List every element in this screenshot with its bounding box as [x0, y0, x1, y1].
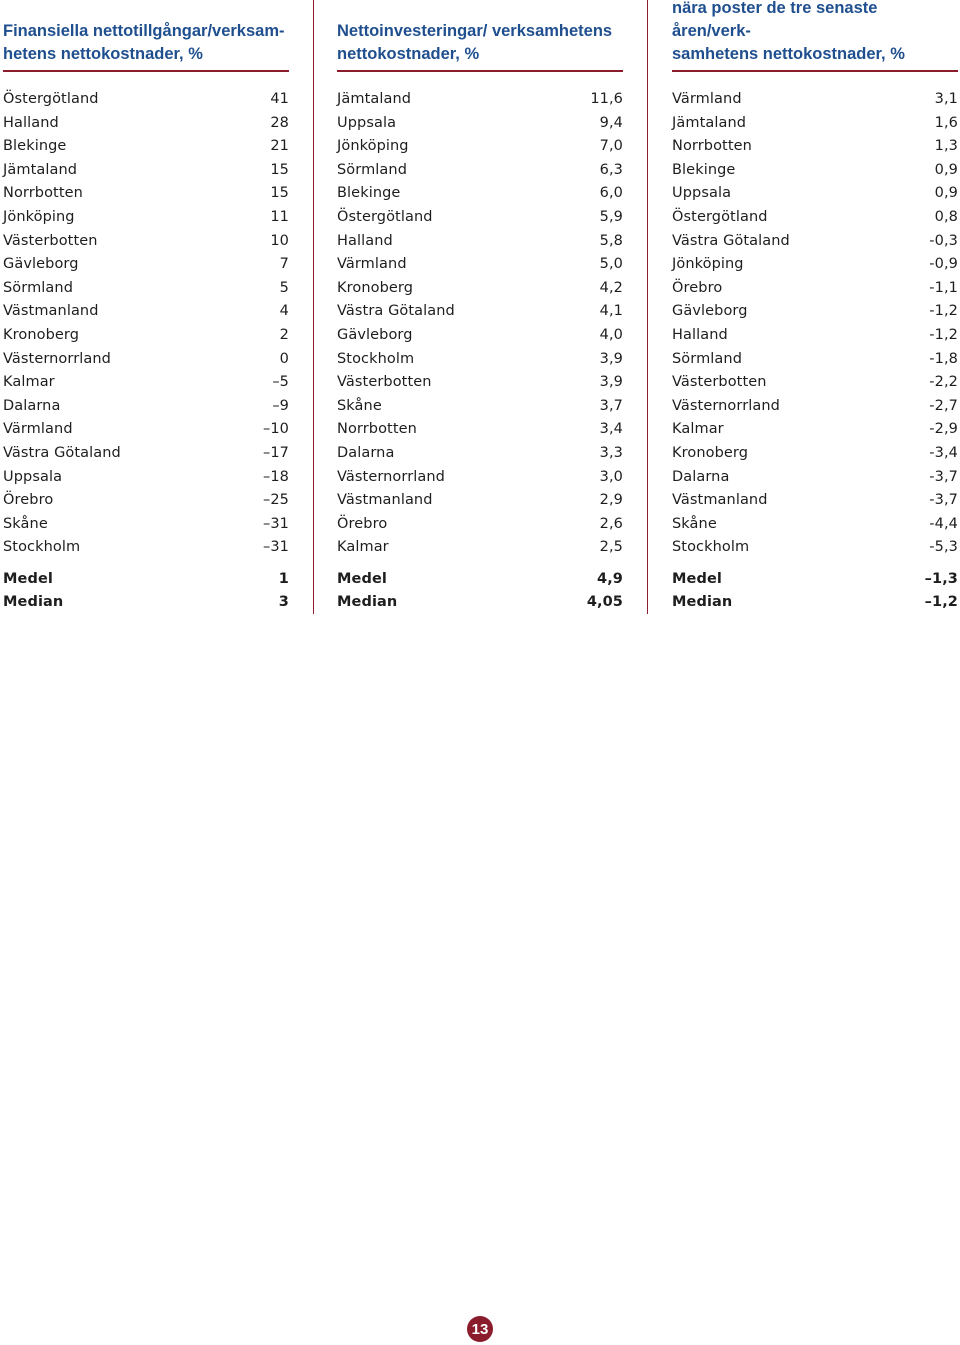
county-name: Gävleborg: [337, 326, 413, 343]
table-row: [672, 395, 958, 419]
county-name: Uppsala: [672, 185, 732, 202]
county-value: 5: [279, 279, 289, 296]
county-name: Kalmar: [672, 421, 724, 438]
table-row: [672, 489, 958, 513]
table-row: [337, 489, 623, 513]
county-value: 4,1: [599, 303, 623, 320]
table-row: [3, 466, 289, 490]
county-value: 0: [279, 350, 289, 367]
county-value: -1,2: [929, 326, 958, 343]
table-row: [337, 324, 623, 348]
county-name: Västernorrland: [337, 468, 445, 485]
county-name: Halland: [672, 326, 728, 343]
table-row: [3, 536, 289, 560]
table-row: [3, 159, 289, 183]
table-row: [3, 371, 289, 395]
county-name: Blekinge: [672, 161, 736, 178]
county-value: 2: [279, 326, 289, 343]
column-title-text: nära poster de tre senaste åren/verk- samhetens nettokostnader, %: [672, 0, 905, 63]
county-value: –5: [272, 374, 289, 391]
county-name: Östergötland: [3, 91, 99, 107]
county-value: -2,7: [929, 397, 958, 414]
county-value: -2,2: [929, 374, 958, 391]
table-row: [3, 418, 289, 442]
county-name: Kalmar: [337, 539, 389, 556]
county-value: –31: [262, 515, 289, 532]
county-name: Skåne: [337, 397, 382, 414]
table-row: [337, 135, 623, 159]
page-number-badge: 13: [467, 1316, 493, 1342]
table-column-net-investments: [337, 0, 623, 615]
county-name: Västmanland: [3, 303, 99, 320]
county-value: -1,2: [929, 303, 958, 320]
table-row: [3, 300, 289, 324]
data-rows: [3, 88, 289, 560]
county-name: Norrbotten: [337, 421, 417, 438]
county-name: Kalmar: [3, 374, 55, 391]
column-title-text: Finansiella nettotillgångar/verksam- hetens nettokostnader, %: [3, 22, 285, 63]
county-name: Kronoberg: [672, 444, 749, 461]
table-row: [3, 182, 289, 206]
table-row: [672, 513, 958, 537]
table-row: [672, 277, 958, 301]
county-name: Gävleborg: [672, 303, 748, 320]
county-name: Jönköping: [3, 208, 75, 225]
county-name: Sörmland: [337, 161, 408, 178]
table-row: [672, 230, 958, 254]
table-row: [337, 466, 623, 490]
table-row: [3, 324, 289, 348]
summary-value: 4,05: [586, 594, 623, 611]
county-value: 15: [270, 185, 289, 202]
table-row: [672, 159, 958, 183]
table-row: [3, 206, 289, 230]
county-value: 3,7: [599, 397, 623, 414]
summary-label: Medel: [672, 570, 722, 587]
county-name: Gävleborg: [3, 256, 79, 273]
table-row: [3, 253, 289, 277]
column-divider-1: [313, 0, 314, 614]
county-value: 0,9: [934, 161, 958, 178]
county-name: Jämtaland: [3, 161, 78, 178]
county-value: 4,0: [599, 326, 623, 343]
table-row: [672, 206, 958, 230]
table-row: [337, 300, 623, 324]
county-name: Värmland: [337, 256, 407, 273]
county-value: 3,9: [599, 350, 623, 367]
table-row: [337, 536, 623, 560]
table-row: [672, 536, 958, 560]
county-value: 7,0: [599, 138, 623, 155]
table-row: [337, 230, 623, 254]
county-name: Västmanland: [672, 492, 768, 509]
county-value: -2,9: [929, 421, 958, 438]
table-row: [3, 348, 289, 372]
summary-row: [3, 591, 289, 615]
table-row: [3, 442, 289, 466]
county-value: 28: [270, 114, 289, 131]
county-value: 4,2: [599, 279, 623, 296]
county-name: Jönköping: [337, 138, 409, 155]
county-value: 11: [270, 208, 289, 225]
county-value: 15: [270, 161, 289, 178]
table-row: [3, 135, 289, 159]
table-row: [337, 159, 623, 183]
county-name: Örebro: [672, 279, 723, 296]
table-row: [672, 418, 958, 442]
table-row: [3, 489, 289, 513]
summary-row: [337, 568, 623, 592]
county-name: Jönköping: [672, 256, 744, 273]
county-name: Skåne: [3, 515, 48, 532]
table-row: [672, 88, 958, 112]
county-value: 5,0: [599, 256, 623, 273]
county-value: 3,9: [599, 374, 623, 391]
table-row: [337, 112, 623, 136]
county-value: –10: [262, 421, 289, 438]
county-name: Kronoberg: [3, 326, 80, 343]
county-value: 4: [279, 303, 289, 320]
summary-value: 1: [278, 570, 289, 587]
data-rows: [337, 88, 623, 560]
summary-value: –1,3: [924, 570, 958, 587]
county-name: Blekinge: [337, 185, 401, 202]
county-name: Sörmland: [3, 279, 74, 296]
county-name: Västernorrland: [672, 397, 780, 414]
table-row: [337, 513, 623, 537]
county-name: Västra Götaland: [3, 444, 121, 461]
county-name: Stockholm: [672, 539, 750, 556]
table-row: [337, 418, 623, 442]
county-name: Blekinge: [3, 138, 67, 155]
table-row: [337, 371, 623, 395]
county-name: Halland: [337, 232, 393, 249]
county-name: Uppsala: [337, 114, 397, 131]
county-name: Värmland: [672, 91, 742, 107]
county-value: -1,8: [929, 350, 958, 367]
summary-label: Median: [672, 594, 733, 611]
county-value: 1,6: [934, 114, 958, 131]
table-row: [337, 348, 623, 372]
summary-label: Median: [3, 594, 64, 611]
county-name: Östergötland: [672, 208, 768, 225]
column-title-text: Nettoinvesteringar/ verksamhetens nettokostnader, %: [337, 22, 613, 63]
summary-value: –1,2: [924, 594, 958, 611]
table-row: [672, 135, 958, 159]
table-row: [337, 182, 623, 206]
county-value: -3,7: [929, 492, 958, 509]
county-name: Östergötland: [337, 208, 433, 225]
summary-label: Medel: [337, 570, 387, 587]
county-name: Jämtaland: [337, 91, 412, 107]
table-row: [337, 395, 623, 419]
county-name: Dalarna: [3, 397, 61, 414]
table-row: [672, 442, 958, 466]
table-row: [3, 395, 289, 419]
county-value: 2,6: [599, 515, 623, 532]
table-column-average-result: [672, 0, 958, 615]
table-row: [3, 230, 289, 254]
county-name: Jämtaland: [672, 114, 747, 131]
county-name: Västra Götaland: [672, 232, 790, 249]
summary-value: 4,9: [597, 570, 623, 587]
summary-row: [672, 568, 958, 592]
county-value: 10: [270, 232, 289, 249]
table-row: [672, 112, 958, 136]
county-name: Västmanland: [337, 492, 433, 509]
county-value: –17: [262, 444, 289, 461]
county-value: 3,4: [599, 421, 623, 438]
county-value: -1,1: [929, 279, 958, 296]
county-name: Västerbotten: [337, 374, 432, 391]
county-value: 7: [279, 256, 289, 273]
county-name: Västerbotten: [3, 232, 98, 249]
county-value: 2,5: [599, 539, 623, 556]
county-value: –18: [262, 468, 289, 485]
county-name: Västerbotten: [672, 374, 767, 391]
county-value: –25: [262, 492, 289, 509]
table-row: [337, 253, 623, 277]
table-row: [3, 88, 289, 112]
county-value: 6,0: [599, 185, 623, 202]
county-value: 0,8: [934, 208, 958, 225]
county-value: 5,9: [599, 208, 623, 225]
county-name: Kronoberg: [337, 279, 414, 296]
table-row: [672, 348, 958, 372]
table-row: [337, 442, 623, 466]
summary-rows: [337, 568, 623, 615]
county-name: Dalarna: [672, 468, 730, 485]
table-row: [672, 182, 958, 206]
column-title: [3, 0, 289, 72]
data-rows: [672, 88, 958, 560]
county-name: Norrbotten: [672, 138, 752, 155]
county-name: Sörmland: [672, 350, 743, 367]
county-value: 3,1: [934, 91, 958, 107]
county-value: 2,9: [599, 492, 623, 509]
table-row: [3, 513, 289, 537]
county-value: -3,4: [929, 444, 958, 461]
table-row: [672, 300, 958, 324]
county-value: 1,3: [934, 138, 958, 155]
summary-row: [337, 591, 623, 615]
summary-rows: [3, 568, 289, 615]
summary-value: 3: [278, 594, 289, 611]
county-name: Stockholm: [337, 350, 415, 367]
county-name: Västernorrland: [3, 350, 111, 367]
county-name: Värmland: [3, 421, 73, 438]
county-value: –31: [262, 539, 289, 556]
table-row: [337, 88, 623, 112]
table-row: [337, 206, 623, 230]
county-value: 21: [270, 138, 289, 155]
summary-label: Median: [337, 594, 398, 611]
county-value: –9: [272, 397, 289, 414]
county-value: 9,4: [599, 114, 623, 131]
summary-row: [3, 568, 289, 592]
table-row: [3, 277, 289, 301]
county-value: 5,8: [599, 232, 623, 249]
table-column-financial-assets: [3, 0, 289, 615]
county-value: -0,3: [929, 232, 958, 249]
county-value: 11,6: [590, 91, 623, 107]
county-value: -3,7: [929, 468, 958, 485]
county-name: Uppsala: [3, 468, 63, 485]
county-name: Dalarna: [337, 444, 395, 461]
summary-row: [672, 591, 958, 615]
table-row: [3, 112, 289, 136]
table-row: [672, 324, 958, 348]
county-name: Skåne: [672, 515, 717, 532]
table-row: [672, 253, 958, 277]
county-name: Norrbotten: [3, 185, 83, 202]
county-value: 0,9: [934, 185, 958, 202]
table-row: [672, 466, 958, 490]
county-value: 3,0: [599, 468, 623, 485]
county-name: Västra Götaland: [337, 303, 455, 320]
table-row: [672, 371, 958, 395]
summary-rows: [672, 568, 958, 615]
column-title: [672, 0, 958, 72]
county-value: -4,4: [929, 515, 958, 532]
county-name: Stockholm: [3, 539, 81, 556]
county-value: 3,3: [599, 444, 623, 461]
county-value: 41: [270, 91, 289, 107]
county-value: -5,3: [929, 539, 958, 556]
table-row: [337, 277, 623, 301]
column-title: [337, 0, 623, 72]
county-value: 6,3: [599, 161, 623, 178]
column-divider-2: [647, 0, 648, 614]
county-name: Örebro: [3, 492, 54, 509]
county-name: Örebro: [337, 515, 388, 532]
county-value: -0,9: [929, 256, 958, 273]
summary-label: Medel: [3, 570, 53, 587]
county-name: Halland: [3, 114, 59, 131]
